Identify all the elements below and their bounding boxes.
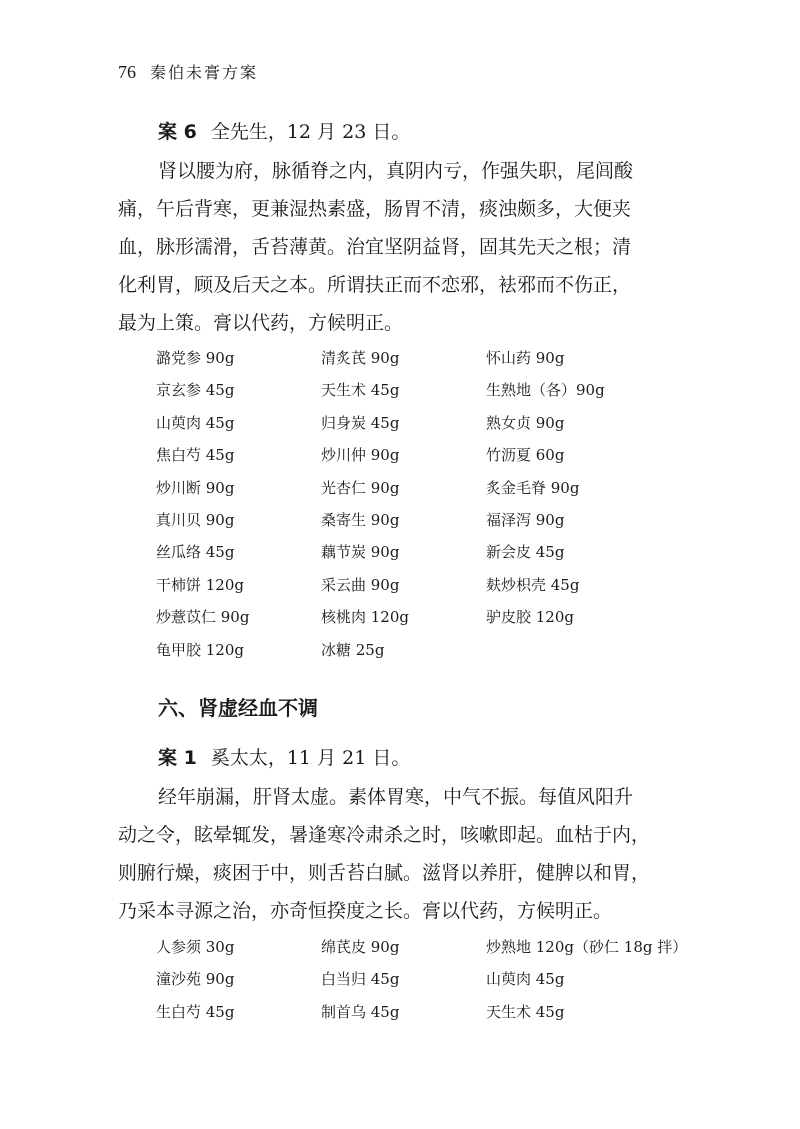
case6-line-1: 肾以腰为府，脉循脊之内，真阴内亏，作强失职，尾闾酸 bbox=[158, 160, 634, 182]
herb-item: 藕节炭 90g bbox=[321, 543, 400, 562]
section-heading: 六、肾虚经血不调 bbox=[158, 696, 318, 720]
herb-item: 新会皮 45g bbox=[486, 543, 565, 562]
herb-item: 冰糖 25g bbox=[321, 640, 385, 659]
herb-item: 真川贝 90g bbox=[156, 510, 235, 529]
case6-heading bbox=[118, 117, 678, 147]
case6-line-2: 痛，午后背寒，更兼湿热素盛，肠胃不清，痰浊颇多，大便夹 bbox=[118, 198, 632, 220]
herb-item: 光杏仁 90g bbox=[321, 478, 400, 497]
case1-line-1: 经年崩漏，肝肾太虚。素体胃寒，中气不振。每值风阳升 bbox=[158, 786, 634, 808]
case1-prescription bbox=[156, 931, 696, 1028]
herb-item: 京玄参 45g bbox=[156, 381, 235, 400]
herb-item: 麸炒枳壳 45g bbox=[486, 575, 580, 594]
case1-line-3: 则腑行燥，痰困于中，则舌苔白腻。滋肾以养肝，健脾以和胃， bbox=[118, 862, 651, 884]
herb-item: 熟女贞 90g bbox=[486, 413, 565, 432]
herb-item: 生白芍 45g bbox=[156, 1002, 235, 1021]
herb-item: 天生术 45g bbox=[486, 1002, 565, 1021]
case6-body bbox=[118, 152, 678, 342]
herb-item: 炙金毛脊 90g bbox=[486, 478, 580, 497]
herb-item: 核桃肉 120g bbox=[321, 608, 410, 627]
running-title: 秦伯未膏方案 bbox=[150, 63, 259, 82]
case1-body bbox=[118, 778, 678, 930]
herb-item: 生熟地（各）90g bbox=[486, 381, 605, 400]
herb-item: 绵芪皮 90g bbox=[321, 938, 400, 956]
herb-item: 归身炭 45g bbox=[321, 413, 400, 432]
herb-item: 焦白芍 45g bbox=[156, 446, 235, 465]
herb-item: 丝瓜络 45g bbox=[156, 543, 235, 562]
herb-item: 竹沥夏 60g bbox=[486, 446, 565, 465]
case6-label: 案 6 bbox=[158, 121, 197, 143]
herb-item: 驴皮胶 120g bbox=[486, 608, 575, 627]
case1-label: 案 1 bbox=[158, 747, 197, 769]
herb-item: 山萸肉 45g bbox=[486, 970, 565, 989]
herb-item: 潞党参 90g bbox=[156, 349, 235, 367]
herb-item: 龟甲胶 120g bbox=[156, 640, 245, 659]
case6-line-3: 血，脉形濡滑，舌苔薄黄。治宜坚阴益肾，固其先天之根；清 bbox=[118, 236, 632, 258]
herb-item: 潼沙苑 90g bbox=[156, 970, 235, 989]
herb-item: 清炙芪 90g bbox=[321, 349, 400, 367]
case6-line-5: 最为上策。膏以代药，方候明正。 bbox=[118, 312, 404, 334]
herb-item: 怀山药 90g bbox=[486, 349, 565, 367]
case6-line-4: 化利胃，顾及后天之本。所谓扶正而不恋邪，袪邪而不伤正， bbox=[118, 274, 632, 296]
case6-prescription bbox=[156, 342, 696, 666]
herb-item: 福泽泻 90g bbox=[486, 510, 565, 529]
herb-item: 天生术 45g bbox=[321, 381, 400, 400]
case1-heading bbox=[118, 743, 678, 773]
herb-item: 炒熟地 120g（砂仁 18g 拌） bbox=[486, 938, 688, 956]
herb-item: 人参须 30g bbox=[156, 938, 235, 956]
herb-item: 炒薏苡仁 90g bbox=[156, 608, 250, 627]
case1-title: 奚太太，11 月 21 日。 bbox=[210, 747, 411, 769]
herb-item: 采云曲 90g bbox=[321, 575, 400, 594]
herb-item: 干柿饼 120g bbox=[156, 575, 245, 594]
case1-line-2: 动之令，眩晕辄发，暑逢寒冷肃杀之时，咳嗽即起。血枯于内， bbox=[118, 824, 651, 846]
herb-item: 白当归 45g bbox=[321, 970, 400, 989]
page-header bbox=[118, 60, 258, 88]
herb-item: 炒川仲 90g bbox=[321, 446, 400, 465]
herb-item: 山萸肉 45g bbox=[156, 413, 235, 432]
page-number: 76 bbox=[118, 62, 136, 82]
herb-item: 炒川断 90g bbox=[156, 478, 235, 497]
case1-line-4: 乃采本寻源之治，亦奇恒揆度之长。膏以代药，方候明正。 bbox=[118, 900, 613, 922]
herb-item: 制首乌 45g bbox=[321, 1002, 400, 1021]
herb-item: 桑寄生 90g bbox=[321, 510, 400, 529]
case6-title: 全先生，12 月 23 日。 bbox=[210, 121, 411, 143]
